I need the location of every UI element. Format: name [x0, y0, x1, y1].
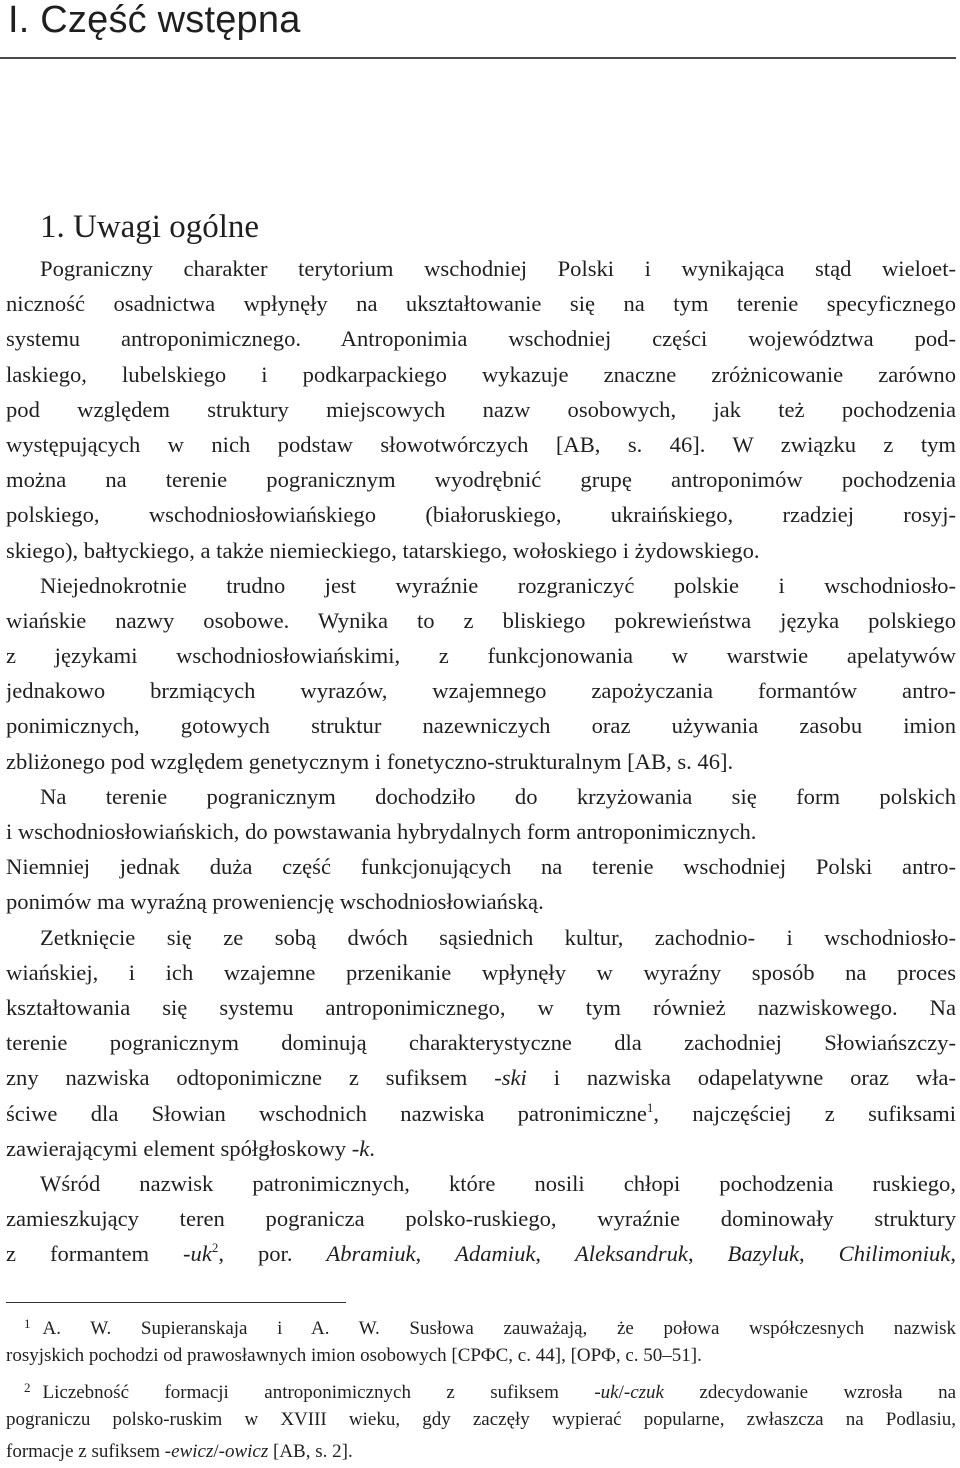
body-line-29: z formantem -uk$^2$, por. Abramiuk, Adamiuk, Aleksandruk, Bazyluk, Chilimoniuk,: [6, 1240, 956, 1267]
body-line-19: ponimów ma wyraźną proweniencję wschodniosłowiańską.: [6, 889, 544, 915]
body-line-8: polskiego, wschodniosłowiańskiego (białoruskiego, ukraińskiego, rzadziej rosyj-: [6, 502, 956, 528]
footnote-2-mark: 2: [24, 1380, 31, 1395]
body-line-4: laskiego, lubelskiego i podkarpackiego wykazuje znaczne zróżnicowanie zarówno: [6, 361, 956, 387]
surname-example: Adamiuk: [455, 1241, 536, 1267]
body-line-25: ściwe dla Słowian wschodnich nazwiska patronimiczne$^1$, najczęściej z sufiksami: [6, 1099, 956, 1126]
body-line-20: Zetknięcie się ze sobą dwóch sąsiednich kultur, zachodnio- i wschodniosło-: [40, 924, 956, 950]
surname-example: Chilimoniuk: [838, 1241, 951, 1267]
body-line-10: Niejednokrotnie trudno jest wyraźnie rozgraniczyć polskie i wschodniosło-: [40, 572, 956, 598]
footnote-2-line-1: $^2$ Liczebność formacji antroponimicznych z sufiksem -uk/-czuk zdecydowanie wzrosła na: [24, 1380, 956, 1403]
body-line-17: i wschodniosłowiańskich, do powstawania hybrydalnych form antroponimicznych.: [6, 819, 757, 844]
surname-separator: ,: [535, 1241, 575, 1267]
body-line-15: zbliżonego pod względem genetycznym i fonetyczno-strukturalnym [AB, s. 46].: [6, 748, 734, 774]
body-line-1: Pograniczny charakter terytorium wschodniej Polski i wynikająca stąd wieloet-: [40, 256, 956, 281]
body-line-28: zamieszkujący teren pogranicza polsko-ruskiego, wyraźnie dominowały struktury: [6, 1206, 956, 1232]
body-line-13: jednakowo brzmiących wyrazów, wzajemnego zapożyczania formantów antro-: [6, 678, 956, 704]
footnote-divider: [6, 1302, 346, 1303]
body-line-16: Na terenie pogranicznym dochodziło do krzyżowania się form polskich: [40, 783, 956, 809]
body-line-26: zawierającymi element spółgłoskowy -k.: [6, 1135, 375, 1161]
footnote-1-line-1: $^1$ A. W. Supieranskaja i A. W. Susłowa zauważają, że połowa współczesnych nazwisk: [24, 1316, 956, 1339]
body-line-27: Wśród nazwisk patronimicznych, które nosili chłopi pochodzenia ruskiego,: [40, 1170, 956, 1196]
footnotes: [6, 1308, 956, 1468]
chapter-title: I. Część wstępna: [8, 0, 301, 41]
body-line-9: skiego), bałtyckiego, a także niemieckiego, tatarskiego, wołoskiego i żydowskiego.: [6, 537, 760, 563]
body-line-18: Niemniej jednak duża część funkcjonujących na terenie wschodniej Polski antro-: [6, 854, 956, 880]
body-text: [6, 251, 956, 1271]
body-line-21: wiańskiej, i ich wzajemne przenikanie wpłynęły w wyraźny sposób na proces: [6, 959, 956, 985]
body-line-5: pod względem struktury miejscowych nazw osobowych, jak też pochodzenia: [6, 396, 956, 422]
section-title: 1. Uwagi ogólne: [40, 209, 260, 245]
surname-separator: ,: [687, 1241, 728, 1267]
footnote-1-line-2: rosyjskich pochodzi od prawosławnych imion osobowych [СРФС, c. 44], [ОРФ, c. 50–51].: [6, 1345, 702, 1366]
footnote-2-line-2: pograniczu polsko-ruskim w XVIII wieku, gdy zaczęły wypierać popularne, zwłaszcza na Podlasiu,: [6, 1409, 956, 1430]
body-line-7: można na terenie pogranicznym wyodrębnić grupę antroponimów pochodzenia: [6, 467, 956, 493]
body-line-14: ponimicznych, gotowych struktur nazewniczych oraz używania zasobu imion: [6, 713, 956, 739]
body-line-2: niczność osadnictwa wpłynęły na ukształtowanie się na tym terenie specyficznego: [6, 291, 956, 317]
surname-separator: ,: [415, 1241, 456, 1267]
footnote-ref-2[interactable]: 2: [211, 1240, 219, 1256]
footnote-2-line-3: formacje z sufiksem -ewicz/-owicz [AB, s. 2].: [6, 1441, 353, 1462]
footnote-1-mark: 1: [24, 1316, 31, 1331]
body-line-3: systemu antroponimicznego. Antroponimia wschodniej części województwa pod-: [6, 326, 956, 352]
surname-example: Abramiuk: [326, 1241, 416, 1267]
surname-separator: ,: [799, 1241, 839, 1267]
footnote-ref-1[interactable]: 1: [646, 1099, 654, 1115]
surname-example: Aleksandruk: [575, 1241, 688, 1267]
body-line-23: terenie pogranicznym dominują charakterystyczne dla zachodniej Słowiańszczy-: [6, 1030, 956, 1056]
body-line-12: z językami wschodniosłowiańskimi, z funkcjonowania w warstwie apelatywów: [6, 643, 956, 669]
surname-example: Bazyluk: [727, 1241, 800, 1267]
chapter-divider: [0, 57, 956, 59]
body-line-11: wiańskie nazwy osobowe. Wynika to z bliskiego pokrewieństwa języka polskiego: [6, 607, 956, 633]
body-line-6: występujących w nich podstaw słowotwórczych [AB, s. 46]. W związku z tym: [6, 431, 956, 457]
body-line-22: kształtowania się systemu antroponimicznego, w tym również nazwiskowego. Na: [6, 994, 956, 1020]
surname-examples: [326, 1241, 950, 1266]
body-line-24: zny nazwiska odtoponimiczne z sufiksem -ski i nazwiska odapelatywne oraz wła-: [6, 1065, 956, 1091]
